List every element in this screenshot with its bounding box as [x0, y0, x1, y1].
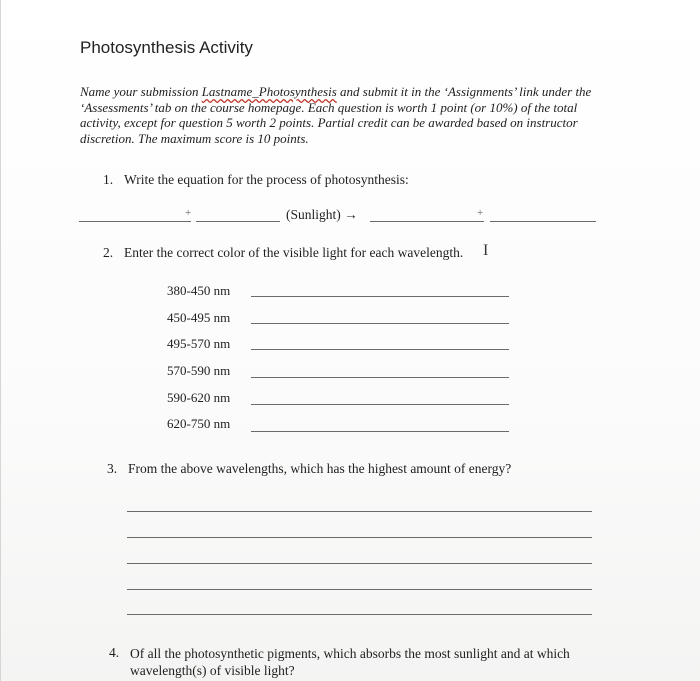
product-2-blank[interactable] [490, 221, 596, 222]
plus-sign: + [477, 207, 484, 219]
wavelength-label: 590-620 nm [167, 390, 231, 405]
text-cursor-icon: I [483, 242, 489, 259]
wavelength-answer-blank[interactable] [251, 404, 509, 405]
question-4-number: 4. [109, 645, 120, 660]
question-1-number: 1. [103, 172, 114, 187]
wavelength-answer-blank[interactable] [251, 431, 509, 432]
answer-line[interactable] [127, 563, 592, 564]
reactant-1-blank[interactable] [79, 221, 191, 222]
instructions-paragraph [80, 84, 610, 146]
wavelength-label: 620-750 nm [167, 416, 231, 431]
wavelength-answer-blank[interactable] [251, 349, 509, 350]
wavelength-label: 495-570 nm [167, 336, 231, 351]
answer-line[interactable] [127, 511, 592, 512]
sunlight-arrow: (Sunlight) → [286, 207, 358, 222]
answer-line[interactable] [127, 589, 592, 590]
wavelength-answer-blank[interactable] [251, 377, 509, 378]
question-3-text: From the above wavelengths, which has the highest amount of energy? [128, 461, 512, 476]
question-2-number: 2. [103, 245, 114, 260]
reactant-2-blank[interactable] [196, 221, 280, 222]
question-1-text: Write the equation for the process of photosynthesis: [124, 172, 409, 187]
submission-filename: Lastname_Photosynthesis [201, 84, 337, 99]
instructions-text-end: and submit it in the ‘Assignments’ link under the ‘Assessments’ tab on the course homepage. Each question is worth 1 point (or 10%) of the total activity, except for question 5 worth 2 points. Partial credit can be awarded based on instructor discretion. The maximum score is 10 points. [80, 84, 592, 146]
wavelength-answer-blank[interactable] [251, 323, 509, 324]
plus-sign: + [185, 207, 192, 219]
page-title: Photosynthesis Activity [80, 38, 253, 57]
wavelength-answer-blank[interactable] [251, 296, 509, 297]
product-1-blank[interactable] [370, 221, 484, 222]
wavelength-label: 380-450 nm [167, 283, 231, 298]
question-2-text: Enter the correct color of the visible light for each wavelength. [124, 245, 464, 260]
wavelength-label: 570-590 nm [167, 363, 231, 378]
question-3-number: 3. [107, 461, 118, 476]
answer-line[interactable] [127, 537, 592, 538]
question-4-text: Of all the photosynthetic pigments, which absorbs the most sunlight and at which wavelength(s) of visible light? [130, 646, 570, 678]
wavelength-label: 450-495 nm [167, 310, 231, 325]
instructions-text-start: Name your submission [80, 84, 202, 99]
answer-line[interactable] [127, 614, 592, 615]
